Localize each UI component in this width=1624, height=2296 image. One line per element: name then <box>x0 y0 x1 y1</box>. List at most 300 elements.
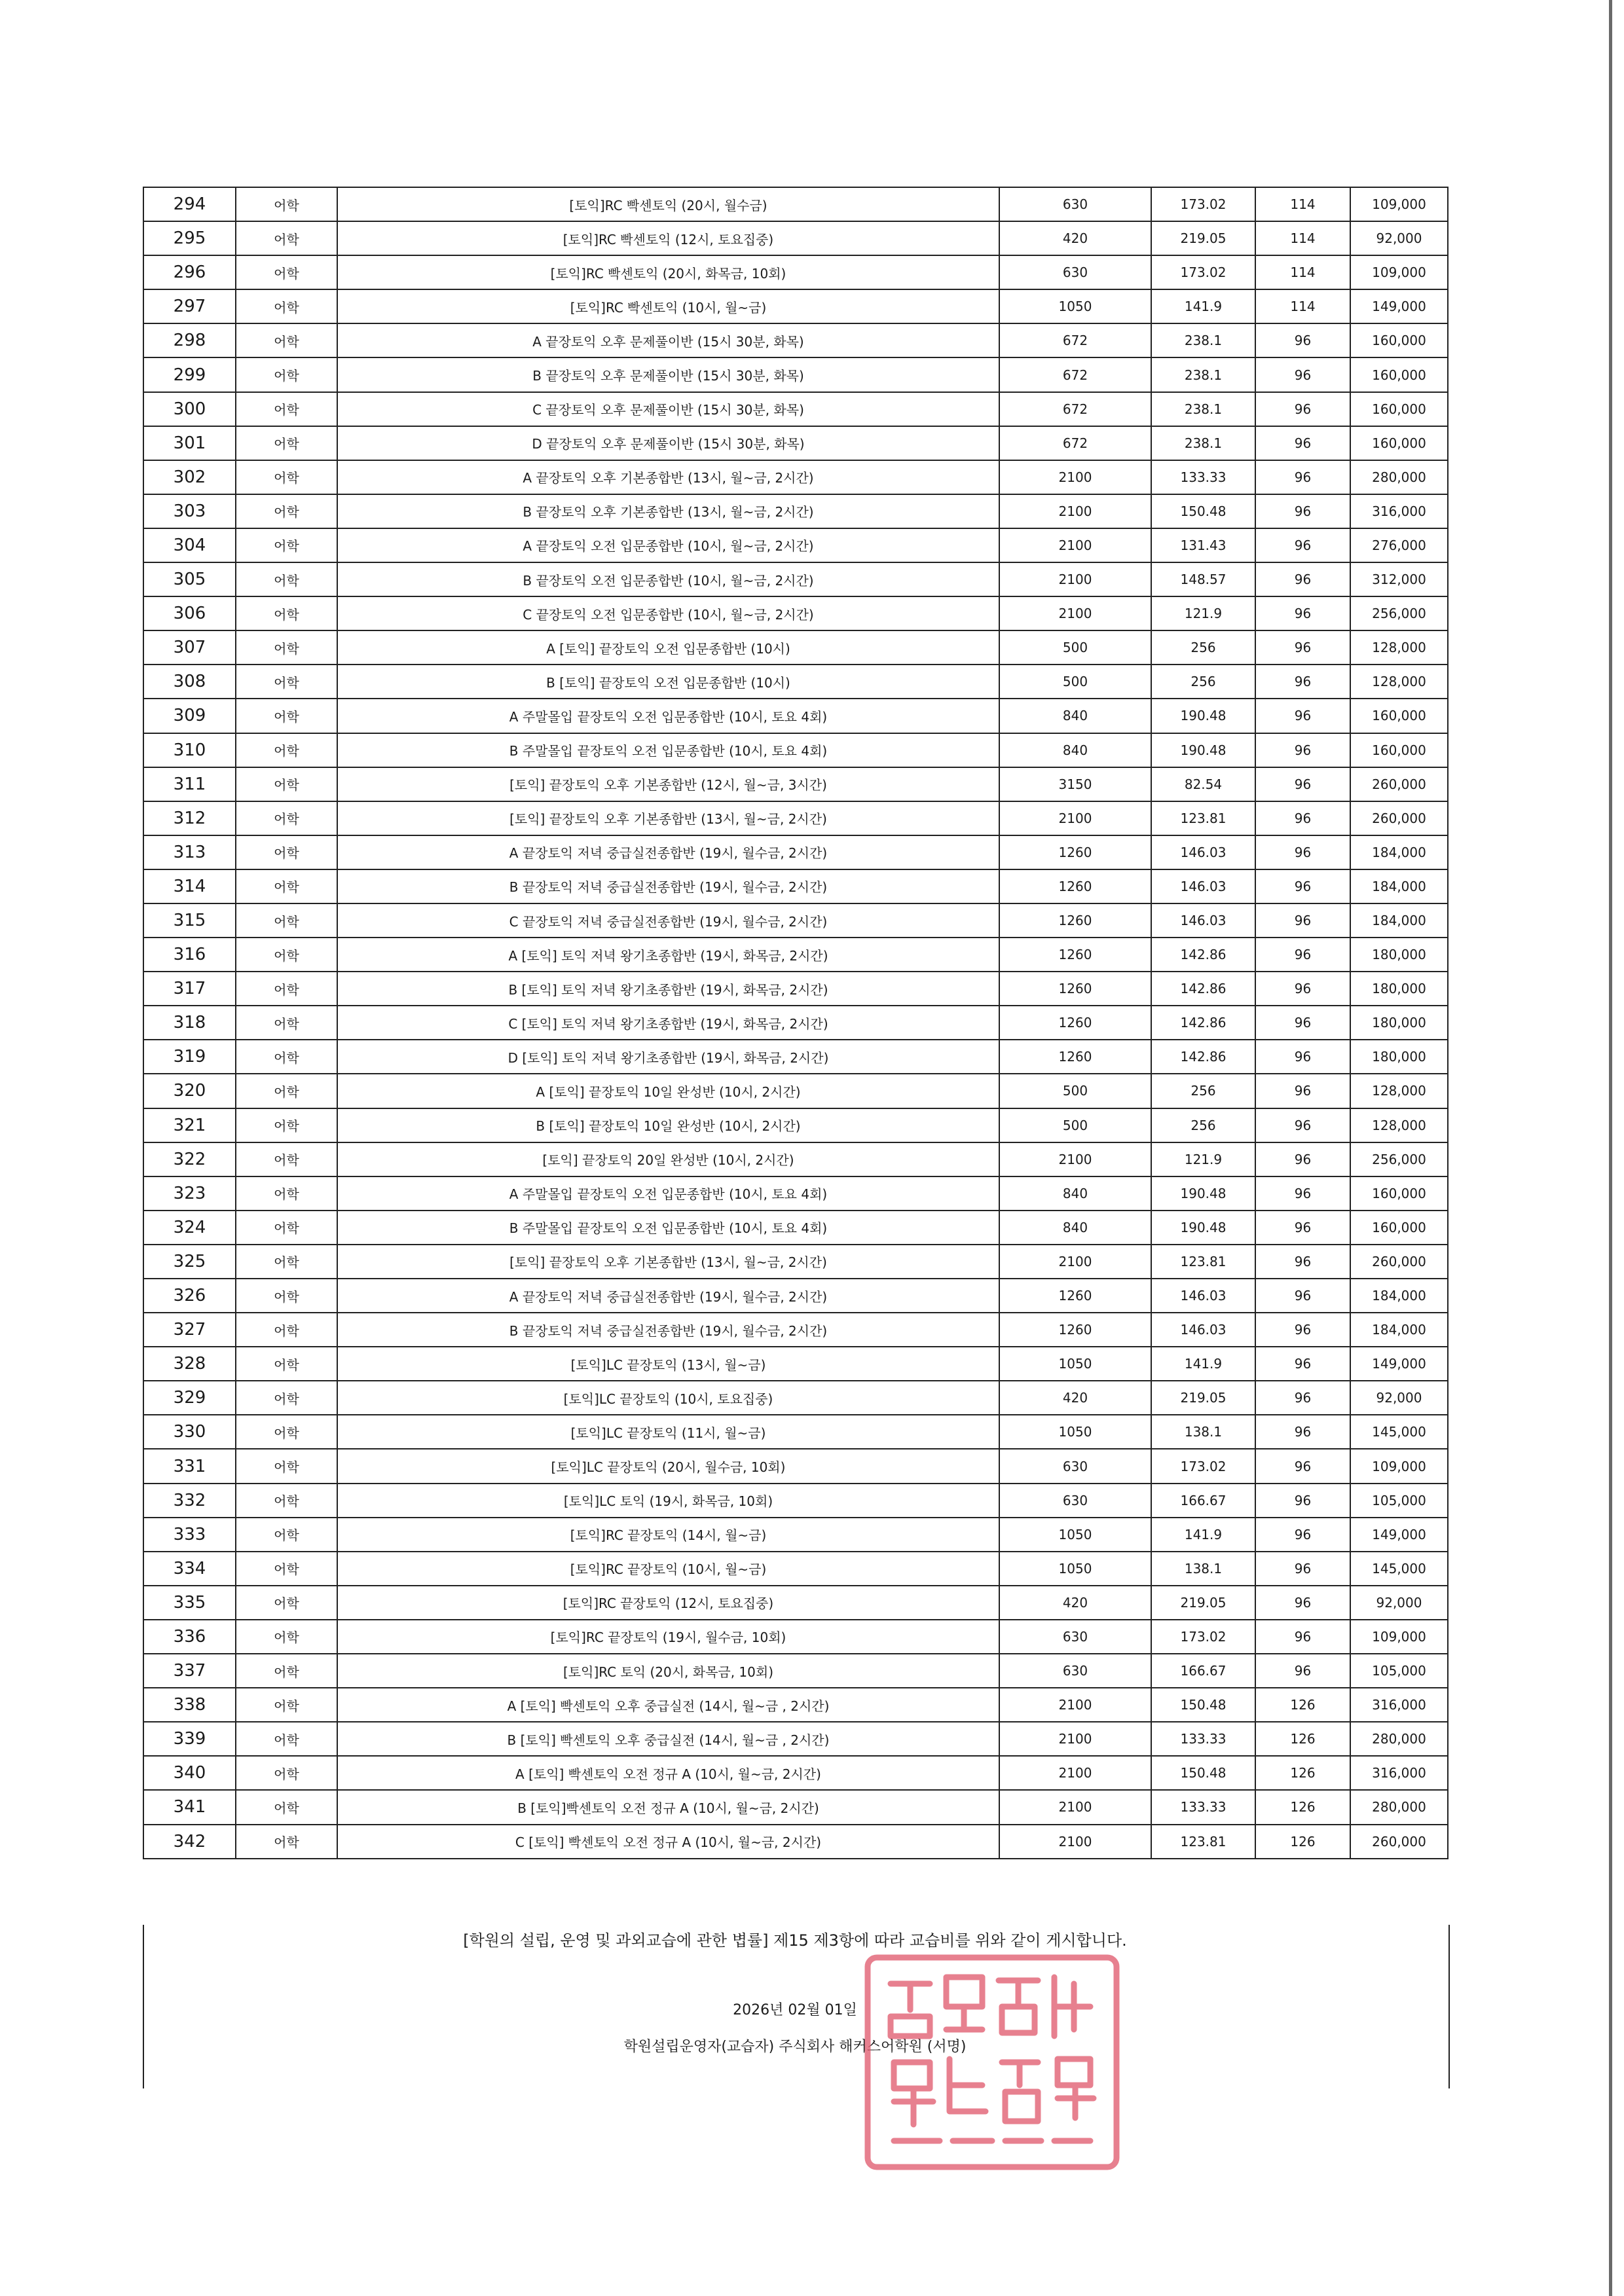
tuition-fee-cell: 184,000 <box>1350 835 1448 869</box>
course-name-cell: A [토익] 빡센토익 오후 중급실전 (14시, 월~금 , 2시간) <box>337 1688 999 1722</box>
total-minutes-cell: 500 <box>999 1108 1151 1142</box>
tuition-fee-cell: 128,000 <box>1350 1108 1448 1142</box>
table-row <box>143 1654 1448 1688</box>
category-cell: 어학 <box>236 1415 337 1449</box>
total-minutes-cell: 1260 <box>999 903 1151 938</box>
table-row <box>143 562 1448 596</box>
fee-per-minute-cell: 238.1 <box>1151 426 1255 460</box>
period-cell: 96 <box>1255 426 1350 460</box>
course-number-cell: 324 <box>143 1211 236 1245</box>
course-name-cell: [토익]RC 끝장토익 (19시, 월수금, 10회) <box>337 1620 999 1654</box>
course-name-cell: [토익]RC 빡센토익 (12시, 토요집중) <box>337 221 999 255</box>
course-number-cell: 300 <box>143 392 236 426</box>
fee-per-minute-cell: 138.1 <box>1151 1415 1255 1449</box>
total-minutes-cell: 2100 <box>999 528 1151 562</box>
course-name-cell: A [토익] 토익 저녁 왕기초종합반 (19시, 화목금, 2시간) <box>337 938 999 972</box>
course-name-cell: [토익] 끝장토익 오후 기본종합반 (12시, 월~금, 3시간) <box>337 767 999 801</box>
tuition-fee-cell: 160,000 <box>1350 426 1448 460</box>
tuition-fee-cell: 180,000 <box>1350 1040 1448 1074</box>
total-minutes-cell: 420 <box>999 221 1151 255</box>
period-cell: 126 <box>1255 1756 1350 1790</box>
total-minutes-cell: 2100 <box>999 494 1151 528</box>
tuition-fee-cell: 184,000 <box>1350 903 1448 938</box>
total-minutes-cell: 672 <box>999 323 1151 357</box>
course-name-cell: C 끝장토익 저녁 중급실전종합반 (19시, 월수금, 2시간) <box>337 903 999 938</box>
course-number-cell: 303 <box>143 494 236 528</box>
total-minutes-cell: 420 <box>999 1381 1151 1415</box>
course-name-cell: C 끝장토익 오전 입문종합반 (10시, 월~금, 2시간) <box>337 596 999 630</box>
course-number-cell: 342 <box>143 1825 236 1859</box>
fee-per-minute-cell: 166.67 <box>1151 1654 1255 1688</box>
fee-per-minute-cell: 146.03 <box>1151 1279 1255 1313</box>
total-minutes-cell: 672 <box>999 357 1151 392</box>
total-minutes-cell: 2100 <box>999 801 1151 835</box>
period-cell: 96 <box>1255 1245 1350 1279</box>
category-cell: 어학 <box>236 1347 337 1381</box>
fee-per-minute-cell: 146.03 <box>1151 869 1255 903</box>
total-minutes-cell: 1050 <box>999 1552 1151 1586</box>
period-cell: 96 <box>1255 733 1350 767</box>
table-row <box>143 1006 1448 1040</box>
fee-per-minute-cell: 123.81 <box>1151 801 1255 835</box>
table-row <box>143 1825 1448 1859</box>
course-name-cell: A 주말몰입 끝장토익 오전 입문종합반 (10시, 토요 4회) <box>337 699 999 733</box>
fee-per-minute-cell: 238.1 <box>1151 323 1255 357</box>
course-name-cell: B 주말몰입 끝장토익 오전 입문종합반 (10시, 토요 4회) <box>337 1211 999 1245</box>
course-number-cell: 299 <box>143 357 236 392</box>
category-cell: 어학 <box>236 1142 337 1176</box>
table-row <box>143 255 1448 289</box>
tuition-fee-cell: 149,000 <box>1350 289 1448 323</box>
table-row <box>143 630 1448 665</box>
tuition-fee-cell: 160,000 <box>1350 392 1448 426</box>
total-minutes-cell: 672 <box>999 426 1151 460</box>
course-name-cell: B 끝장토익 오후 기본종합반 (13시, 월~금, 2시간) <box>337 494 999 528</box>
tuition-fee-cell: 160,000 <box>1350 357 1448 392</box>
table-row <box>143 801 1448 835</box>
fee-per-minute-cell: 219.05 <box>1151 1381 1255 1415</box>
period-cell: 96 <box>1255 562 1350 596</box>
table-row <box>143 699 1448 733</box>
tuition-fee-cell: 180,000 <box>1350 972 1448 1006</box>
course-name-cell: [토익]RC 토익 (20시, 화목금, 10회) <box>337 1654 999 1688</box>
total-minutes-cell: 840 <box>999 733 1151 767</box>
table-row <box>143 1790 1448 1824</box>
total-minutes-cell: 1260 <box>999 1313 1151 1347</box>
fee-per-minute-cell: 173.02 <box>1151 187 1255 221</box>
period-cell: 96 <box>1255 767 1350 801</box>
tuition-fee-table-body <box>143 187 1448 1859</box>
course-number-cell: 295 <box>143 221 236 255</box>
course-number-cell: 331 <box>143 1449 236 1483</box>
table-row <box>143 1040 1448 1074</box>
course-name-cell: [토익]LC 끝장토익 (13시, 월~금) <box>337 1347 999 1381</box>
category-cell: 어학 <box>236 733 337 767</box>
tuition-fee-cell: 184,000 <box>1350 1279 1448 1313</box>
tuition-fee-cell: 149,000 <box>1350 1347 1448 1381</box>
fee-per-minute-cell: 142.86 <box>1151 938 1255 972</box>
period-cell: 96 <box>1255 1449 1350 1483</box>
course-number-cell: 334 <box>143 1552 236 1586</box>
category-cell: 어학 <box>236 357 337 392</box>
tuition-fee-cell: 145,000 <box>1350 1552 1448 1586</box>
total-minutes-cell: 630 <box>999 255 1151 289</box>
total-minutes-cell: 1050 <box>999 1415 1151 1449</box>
total-minutes-cell: 630 <box>999 1449 1151 1483</box>
total-minutes-cell: 2100 <box>999 596 1151 630</box>
course-name-cell: B [토익] 끝장토익 10일 완성반 (10시, 2시간) <box>337 1108 999 1142</box>
course-number-cell: 332 <box>143 1484 236 1518</box>
course-name-cell: A [토익] 끝장토익 10일 완성반 (10시, 2시간) <box>337 1074 999 1108</box>
total-minutes-cell: 3150 <box>999 767 1151 801</box>
course-name-cell: [토익]LC 끝장토익 (11시, 월~금) <box>337 1415 999 1449</box>
period-cell: 96 <box>1255 665 1350 699</box>
period-cell: 96 <box>1255 903 1350 938</box>
course-name-cell: [토익]LC 끝장토익 (10시, 토요집중) <box>337 1381 999 1415</box>
fee-per-minute-cell: 121.9 <box>1151 1142 1255 1176</box>
period-cell: 96 <box>1255 1654 1350 1688</box>
fee-per-minute-cell: 219.05 <box>1151 221 1255 255</box>
posting-date: 2026년 02월 01일 <box>733 2002 857 2018</box>
tuition-fee-cell: 160,000 <box>1350 699 1448 733</box>
total-minutes-cell: 2100 <box>999 562 1151 596</box>
table-row <box>143 494 1448 528</box>
tuition-fee-cell: 180,000 <box>1350 938 1448 972</box>
table-row <box>143 289 1448 323</box>
category-cell: 어학 <box>236 187 337 221</box>
course-name-cell: [토익]LC 토익 (19시, 화목금, 10회) <box>337 1484 999 1518</box>
fee-per-minute-cell: 256 <box>1151 1108 1255 1142</box>
period-cell: 96 <box>1255 1620 1350 1654</box>
total-minutes-cell: 840 <box>999 699 1151 733</box>
period-cell: 96 <box>1255 1006 1350 1040</box>
category-cell: 어학 <box>236 1552 337 1586</box>
course-number-cell: 338 <box>143 1688 236 1722</box>
period-cell: 96 <box>1255 1176 1350 1211</box>
category-cell: 어학 <box>236 562 337 596</box>
course-number-cell: 297 <box>143 289 236 323</box>
total-minutes-cell: 1050 <box>999 1518 1151 1552</box>
period-cell: 126 <box>1255 1722 1350 1756</box>
fee-per-minute-cell: 142.86 <box>1151 1006 1255 1040</box>
category-cell: 어학 <box>236 289 337 323</box>
total-minutes-cell: 1260 <box>999 938 1151 972</box>
table-row <box>143 1142 1448 1176</box>
table-row <box>143 1449 1448 1483</box>
period-cell: 96 <box>1255 460 1350 494</box>
course-number-cell: 339 <box>143 1722 236 1756</box>
category-cell: 어학 <box>236 1176 337 1211</box>
tuition-fee-cell: 128,000 <box>1350 1074 1448 1108</box>
total-minutes-cell: 1050 <box>999 1347 1151 1381</box>
course-number-cell: 321 <box>143 1108 236 1142</box>
tuition-fee-cell: 256,000 <box>1350 1142 1448 1176</box>
total-minutes-cell: 630 <box>999 1484 1151 1518</box>
table-row <box>143 1211 1448 1245</box>
table-row <box>143 1518 1448 1552</box>
table-row <box>143 460 1448 494</box>
fee-per-minute-cell: 148.57 <box>1151 562 1255 596</box>
course-name-cell: [토익]RC 끝장토익 (14시, 월~금) <box>337 1518 999 1552</box>
course-number-cell: 312 <box>143 801 236 835</box>
fee-per-minute-cell: 190.48 <box>1151 1176 1255 1211</box>
course-number-cell: 315 <box>143 903 236 938</box>
tuition-fee-cell: 180,000 <box>1350 1006 1448 1040</box>
course-number-cell: 335 <box>143 1586 236 1620</box>
fee-per-minute-cell: 256 <box>1151 630 1255 665</box>
period-cell: 96 <box>1255 1040 1350 1074</box>
course-number-cell: 306 <box>143 596 236 630</box>
period-cell: 96 <box>1255 323 1350 357</box>
total-minutes-cell: 1260 <box>999 869 1151 903</box>
table-row <box>143 972 1448 1006</box>
course-name-cell: B 주말몰입 끝장토익 오전 입문종합반 (10시, 토요 4회) <box>337 733 999 767</box>
tuition-fee-cell: 256,000 <box>1350 596 1448 630</box>
period-cell: 96 <box>1255 835 1350 869</box>
period-cell: 96 <box>1255 1381 1350 1415</box>
table-row <box>143 1279 1448 1313</box>
course-name-cell: B [토익] 토익 저녁 왕기초종합반 (19시, 화목금, 2시간) <box>337 972 999 1006</box>
course-number-cell: 314 <box>143 869 236 903</box>
course-number-cell: 302 <box>143 460 236 494</box>
fee-per-minute-cell: 146.03 <box>1151 835 1255 869</box>
category-cell: 어학 <box>236 1108 337 1142</box>
course-name-cell: A 끝장토익 오전 입문종합반 (10시, 월~금, 2시간) <box>337 528 999 562</box>
course-name-cell: [토익] 끝장토익 오후 기본종합반 (13시, 월~금, 2시간) <box>337 801 999 835</box>
course-name-cell: A [토익] 빡센토익 오전 정규 A (10시, 월~금, 2시간) <box>337 1756 999 1790</box>
category-cell: 어학 <box>236 1518 337 1552</box>
category-cell: 어학 <box>236 1449 337 1483</box>
category-cell: 어학 <box>236 528 337 562</box>
category-cell: 어학 <box>236 494 337 528</box>
table-row <box>143 1313 1448 1347</box>
total-minutes-cell: 2100 <box>999 1722 1151 1756</box>
course-number-cell: 310 <box>143 733 236 767</box>
period-cell: 114 <box>1255 255 1350 289</box>
table-row <box>143 903 1448 938</box>
total-minutes-cell: 2100 <box>999 1688 1151 1722</box>
tuition-fee-cell: 92,000 <box>1350 221 1448 255</box>
period-cell: 96 <box>1255 1552 1350 1586</box>
period-cell: 96 <box>1255 1347 1350 1381</box>
category-cell: 어학 <box>236 1074 337 1108</box>
category-cell: 어학 <box>236 869 337 903</box>
course-name-cell: [토익]RC 끝장토익 (12시, 토요집중) <box>337 1586 999 1620</box>
course-name-cell: B 끝장토익 오후 문제풀이반 (15시 30분, 화목) <box>337 357 999 392</box>
table-row <box>143 1415 1448 1449</box>
category-cell: 어학 <box>236 835 337 869</box>
course-number-cell: 325 <box>143 1245 236 1279</box>
category-cell: 어학 <box>236 1825 337 1859</box>
tuition-fee-cell: 92,000 <box>1350 1586 1448 1620</box>
table-row <box>143 1484 1448 1518</box>
course-name-cell: C [토익] 빡센토익 오전 정규 A (10시, 월~금, 2시간) <box>337 1825 999 1859</box>
total-minutes-cell: 2100 <box>999 1756 1151 1790</box>
total-minutes-cell: 630 <box>999 1620 1151 1654</box>
category-cell: 어학 <box>236 801 337 835</box>
category-cell: 어학 <box>236 665 337 699</box>
tuition-fee-cell: 184,000 <box>1350 1313 1448 1347</box>
period-cell: 96 <box>1255 392 1350 426</box>
fee-per-minute-cell: 173.02 <box>1151 1620 1255 1654</box>
tuition-fee-cell: 280,000 <box>1350 1722 1448 1756</box>
total-minutes-cell: 672 <box>999 392 1151 426</box>
fee-per-minute-cell: 256 <box>1151 665 1255 699</box>
table-row <box>143 869 1448 903</box>
course-number-cell: 305 <box>143 562 236 596</box>
fee-per-minute-cell: 173.02 <box>1151 255 1255 289</box>
period-cell: 96 <box>1255 357 1350 392</box>
total-minutes-cell: 2100 <box>999 460 1151 494</box>
total-minutes-cell: 840 <box>999 1211 1151 1245</box>
tuition-fee-cell: 109,000 <box>1350 1449 1448 1483</box>
category-cell: 어학 <box>236 1381 337 1415</box>
category-cell: 어학 <box>236 1245 337 1279</box>
category-cell: 어학 <box>236 596 337 630</box>
table-row <box>143 1586 1448 1620</box>
course-number-cell: 330 <box>143 1415 236 1449</box>
category-cell: 어학 <box>236 392 337 426</box>
course-number-cell: 313 <box>143 835 236 869</box>
table-row <box>143 665 1448 699</box>
fee-per-minute-cell: 133.33 <box>1151 1722 1255 1756</box>
course-number-cell: 329 <box>143 1381 236 1415</box>
tuition-fee-cell: 105,000 <box>1350 1484 1448 1518</box>
course-number-cell: 327 <box>143 1313 236 1347</box>
table-row <box>143 392 1448 426</box>
period-cell: 96 <box>1255 1279 1350 1313</box>
course-number-cell: 316 <box>143 938 236 972</box>
period-cell: 96 <box>1255 1142 1350 1176</box>
tuition-fee-cell: 312,000 <box>1350 562 1448 596</box>
table-row <box>143 1688 1448 1722</box>
category-cell: 어학 <box>236 938 337 972</box>
table-row <box>143 1347 1448 1381</box>
course-number-cell: 340 <box>143 1756 236 1790</box>
category-cell: 어학 <box>236 221 337 255</box>
period-cell: 96 <box>1255 938 1350 972</box>
period-cell: 96 <box>1255 972 1350 1006</box>
course-name-cell: B [토익] 빡센토익 오후 중급실전 (14시, 월~금 , 2시간) <box>337 1722 999 1756</box>
course-name-cell: A 끝장토익 저녁 중급실전종합반 (19시, 월수금, 2시간) <box>337 1279 999 1313</box>
fee-per-minute-cell: 131.43 <box>1151 528 1255 562</box>
legal-notice: [학원의 설립, 운영 및 과외교습에 관한 볍률] 제15 제3항에 따라 교습비를 위와 같이 게시합니다. <box>463 1931 1127 1950</box>
fee-per-minute-cell: 150.48 <box>1151 494 1255 528</box>
period-cell: 96 <box>1255 699 1350 733</box>
fee-per-minute-cell: 146.03 <box>1151 903 1255 938</box>
tuition-fee-cell: 184,000 <box>1350 869 1448 903</box>
category-cell: 어학 <box>236 255 337 289</box>
table-row <box>143 1074 1448 1108</box>
period-cell: 96 <box>1255 1108 1350 1142</box>
course-number-cell: 304 <box>143 528 236 562</box>
fee-per-minute-cell: 82.54 <box>1151 767 1255 801</box>
table-row <box>143 187 1448 221</box>
course-name-cell: [토익]RC 끝장토익 (10시, 월~금) <box>337 1552 999 1586</box>
course-number-cell: 333 <box>143 1518 236 1552</box>
period-cell: 114 <box>1255 187 1350 221</box>
course-name-cell: A [토익] 끝장토익 오전 입문종합반 (10시) <box>337 630 999 665</box>
period-cell: 114 <box>1255 221 1350 255</box>
course-number-cell: 320 <box>143 1074 236 1108</box>
course-name-cell: [토익] 끝장토익 오후 기본종합반 (13시, 월~금, 2시간) <box>337 1245 999 1279</box>
fee-per-minute-cell: 150.48 <box>1151 1688 1255 1722</box>
table-row <box>143 596 1448 630</box>
tuition-fee-cell: 260,000 <box>1350 801 1448 835</box>
course-name-cell: B [토익] 끝장토익 오전 입문종합반 (10시) <box>337 665 999 699</box>
course-number-cell: 311 <box>143 767 236 801</box>
course-name-cell: C [토익] 토익 저녁 왕기초종합반 (19시, 화목금, 2시간) <box>337 1006 999 1040</box>
course-number-cell: 322 <box>143 1142 236 1176</box>
total-minutes-cell: 1260 <box>999 835 1151 869</box>
fee-per-minute-cell: 190.48 <box>1151 1211 1255 1245</box>
period-cell: 96 <box>1255 1211 1350 1245</box>
total-minutes-cell: 1260 <box>999 1040 1151 1074</box>
tuition-fee-cell: 149,000 <box>1350 1518 1448 1552</box>
fee-per-minute-cell: 141.9 <box>1151 1518 1255 1552</box>
fee-per-minute-cell: 142.86 <box>1151 1040 1255 1074</box>
table-row <box>143 1108 1448 1142</box>
period-cell: 96 <box>1255 494 1350 528</box>
total-minutes-cell: 500 <box>999 1074 1151 1108</box>
course-number-cell: 319 <box>143 1040 236 1074</box>
category-cell: 어학 <box>236 1688 337 1722</box>
tuition-fee-cell: 316,000 <box>1350 494 1448 528</box>
course-number-cell: 336 <box>143 1620 236 1654</box>
total-minutes-cell: 840 <box>999 1176 1151 1211</box>
table-row <box>143 357 1448 392</box>
table-row <box>143 221 1448 255</box>
tuition-fee-cell: 160,000 <box>1350 323 1448 357</box>
tuition-fee-cell: 280,000 <box>1350 460 1448 494</box>
tuition-fee-cell: 109,000 <box>1350 1620 1448 1654</box>
fee-per-minute-cell: 133.33 <box>1151 460 1255 494</box>
fee-per-minute-cell: 238.1 <box>1151 357 1255 392</box>
category-cell: 어학 <box>236 767 337 801</box>
category-cell: 어학 <box>236 1722 337 1756</box>
table-row <box>143 1756 1448 1790</box>
period-cell: 96 <box>1255 1415 1350 1449</box>
category-cell: 어학 <box>236 1586 337 1620</box>
total-minutes-cell: 1260 <box>999 1279 1151 1313</box>
course-name-cell: [토익]RC 빡센토익 (20시, 화목금, 10회) <box>337 255 999 289</box>
course-name-cell: D 끝장토익 오후 문제풀이반 (15시 30분, 화목) <box>337 426 999 460</box>
course-name-cell: A 끝장토익 저녁 중급실전종합반 (19시, 월수금, 2시간) <box>337 835 999 869</box>
fee-per-minute-cell: 190.48 <box>1151 699 1255 733</box>
tuition-fee-cell: 92,000 <box>1350 1381 1448 1415</box>
tuition-fee-cell: 160,000 <box>1350 1211 1448 1245</box>
fee-per-minute-cell: 146.03 <box>1151 1313 1255 1347</box>
total-minutes-cell: 2100 <box>999 1790 1151 1824</box>
fee-per-minute-cell: 133.33 <box>1151 1790 1255 1824</box>
category-cell: 어학 <box>236 1620 337 1654</box>
course-number-cell: 337 <box>143 1654 236 1688</box>
total-minutes-cell: 500 <box>999 665 1151 699</box>
tuition-fee-table <box>143 187 1449 1859</box>
period-cell: 96 <box>1255 1484 1350 1518</box>
total-minutes-cell: 2100 <box>999 1825 1151 1859</box>
course-number-cell: 294 <box>143 187 236 221</box>
tuition-fee-cell: 109,000 <box>1350 187 1448 221</box>
fee-per-minute-cell: 142.86 <box>1151 972 1255 1006</box>
category-cell: 어학 <box>236 1279 337 1313</box>
fee-per-minute-cell: 150.48 <box>1151 1756 1255 1790</box>
table-row <box>143 938 1448 972</box>
course-name-cell: B [토익]빡센토익 오전 정규 A (10시, 월~금, 2시간) <box>337 1790 999 1824</box>
table-row <box>143 1381 1448 1415</box>
period-cell: 114 <box>1255 289 1350 323</box>
category-cell: 어학 <box>236 323 337 357</box>
